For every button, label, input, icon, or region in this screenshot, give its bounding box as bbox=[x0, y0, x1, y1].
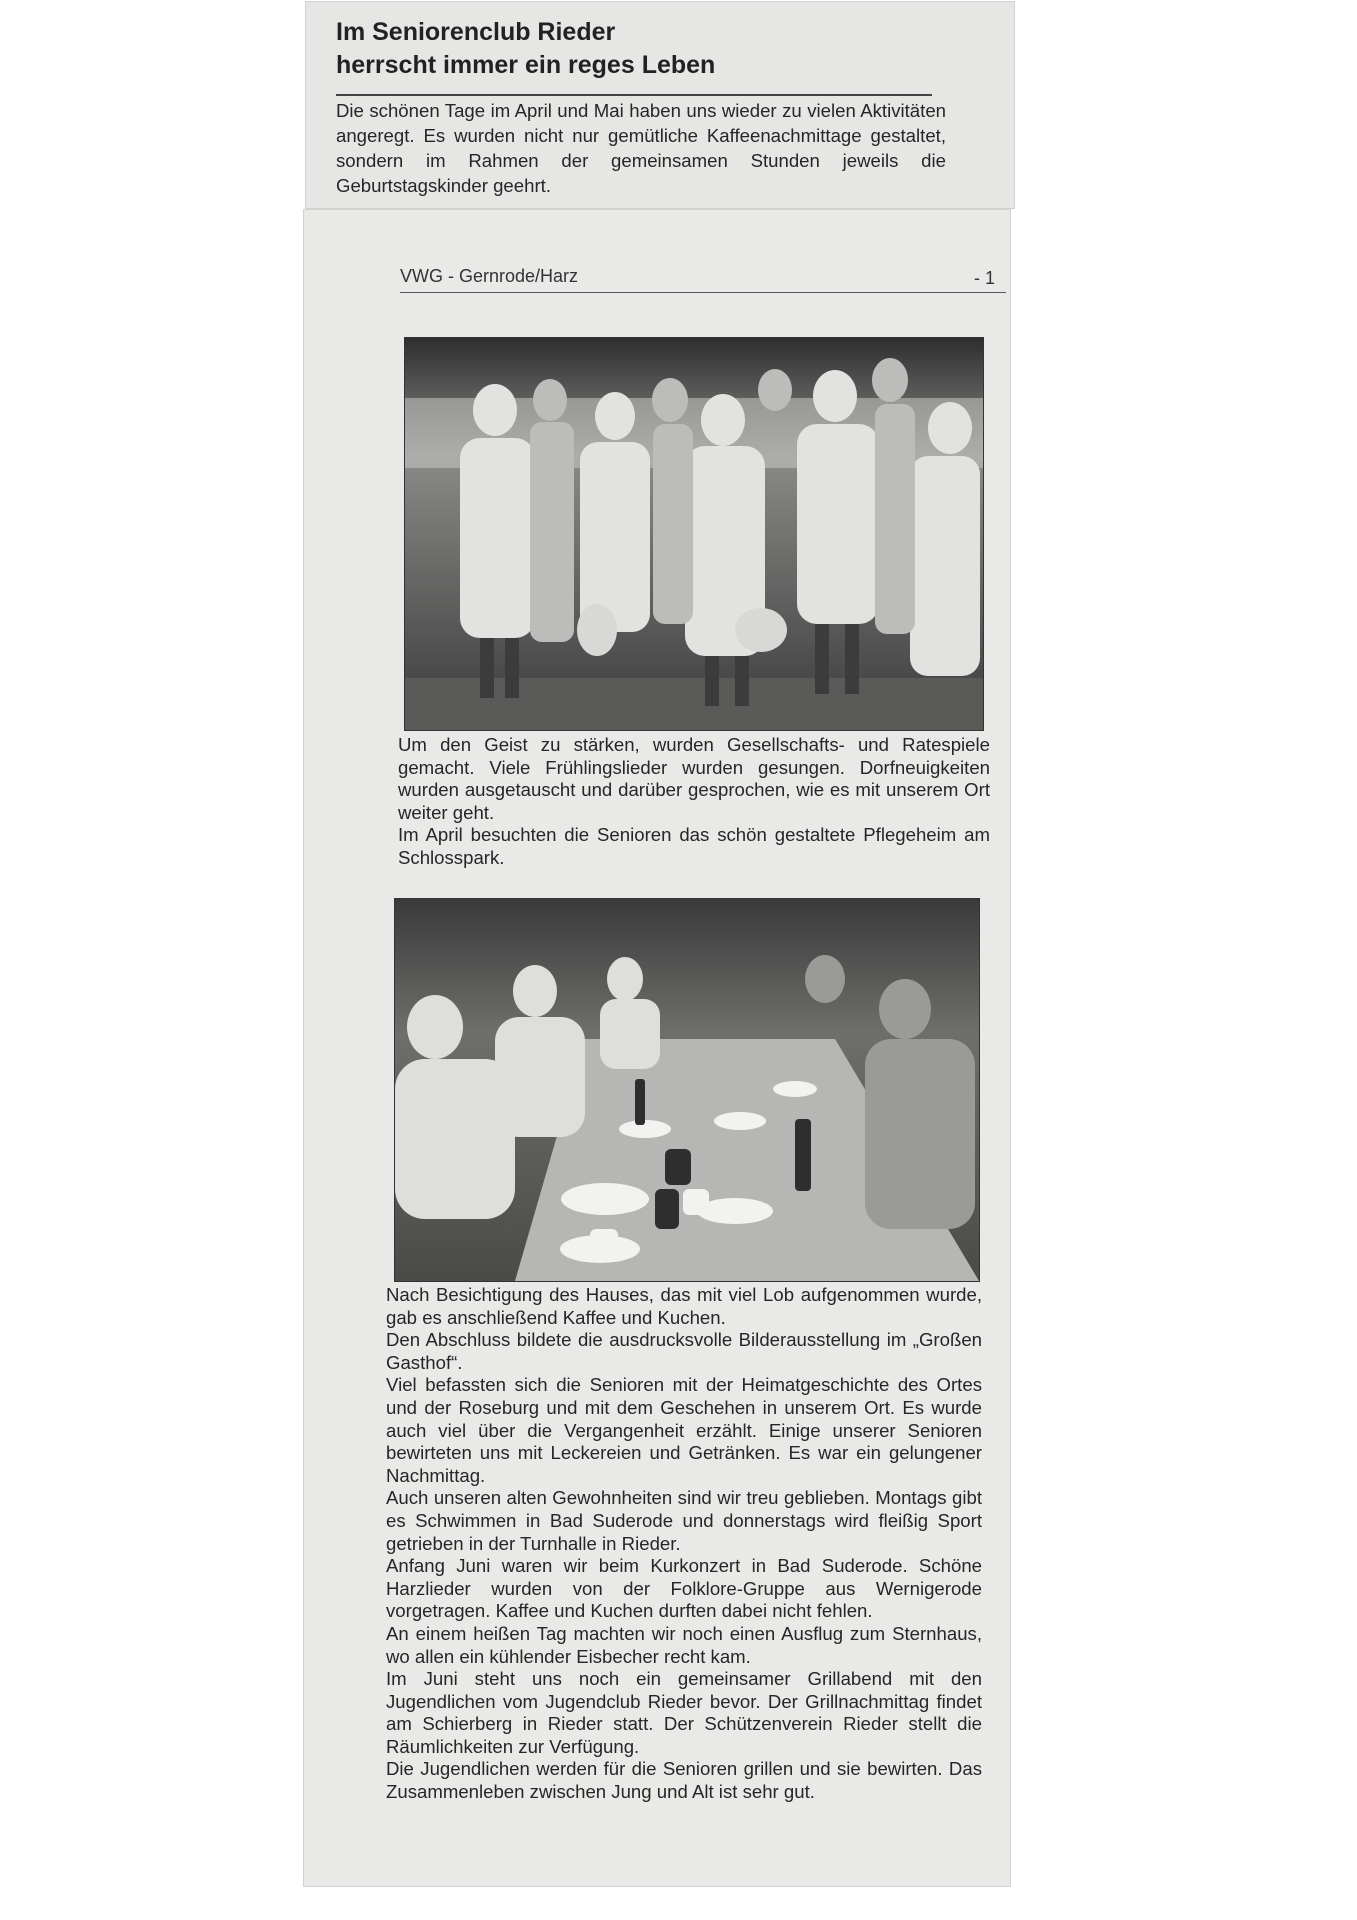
paragraph: An einem heißen Tag machten wir noch einen Ausflug zum Sternhaus, wo allen ein kühlender Eisbecher recht kam. bbox=[386, 1622, 982, 1667]
paragraph: Im April besuchten die Senioren das schön gestaltete Pflegeheim am Schlosspark. bbox=[398, 824, 990, 868]
coffee-table-photo-image bbox=[395, 899, 979, 1281]
group-photo bbox=[404, 337, 984, 731]
header-rule bbox=[400, 292, 1006, 293]
paragraph: Nach Besichtigung des Hauses, das mit viel Lob aufgenommen wurde, gab es anschließend Kaffee und Kuchen. bbox=[386, 1284, 982, 1328]
paragraph: Den Abschluss bildete die ausdrucksvolle Bilderausstellung im „Großen Gasthof“. bbox=[386, 1329, 982, 1373]
paragraph: Viel befassten sich die Senioren mit der Heimatgeschichte des Ortes und der Roseburg und mit dem Geschehen in unserem Ort. Es wurde auch viel über die Vergangenheit erzählt. Einige unserer Senioren bewirteten uns mit Leckereien und Getränken. Es war ein gelungener Nachmittag. bbox=[386, 1374, 982, 1486]
publication-header: VWG - Gernrode/Harz bbox=[400, 266, 579, 286]
headline-line-1: Im Seniorenclub Rieder bbox=[336, 18, 616, 46]
headline-rule bbox=[336, 94, 932, 96]
top-clipping bbox=[306, 2, 1014, 208]
headline-line-2: herrscht immer ein reges Leben bbox=[336, 51, 716, 79]
paragraph: Um den Geist zu stärken, wurden Gesellschafts- und Ratespiele gemacht. Viele Frühlingslieder wurden gesungen. Dorfneuigkeiten wurden ausgetauscht und darüber gesprochen, wie es mit unserem Ort weiter geht. bbox=[398, 734, 990, 823]
paragraph: Auch unseren alten Gewohnheiten sind wir treu geblieben. Montags gibt es Schwimmen in Bad Suderode und donnerstags wird fleißig Sport getrieben in der Turnhalle in Rieder. bbox=[386, 1487, 982, 1554]
article-intro: Die schönen Tage im April und Mai haben uns wieder zu vielen Aktivitäten angeregt. Es wurden nicht nur gemütliche Kaffeenachmittage gestaltet, sondern im Rahmen der gemeinsamen Stunden jeweils die Geburtstagskinder geehrt. bbox=[336, 100, 946, 196]
paragraph: Im Juni steht uns noch ein gemeinsamer Grillabend mit den Jugendlichen vom Jugendclub Rieder bevor. Der Grillnachmittag findet am Schierberg in Rieder statt. Der Schützenverein Rieder stellt die Räumlichkeiten zur Verfügung. bbox=[386, 1668, 982, 1757]
paragraph: Anfang Juni waren wir beim Kurkonzert in Bad Suderode. Schöne Harzlieder wurden von der Folklore-Gruppe aus Wernigerode vorgetragen. Kaffee und Kuchen durften dabei nicht fehlen. bbox=[386, 1555, 982, 1622]
coffee-table-photo bbox=[394, 898, 980, 1282]
text-block-2 bbox=[386, 1284, 982, 1804]
text-block-1 bbox=[398, 734, 990, 870]
article-headline bbox=[336, 16, 936, 82]
page-number: - 1 bbox=[974, 268, 996, 288]
paragraph: Die Jugendlichen werden für die Senioren grillen und sie bewirten. Das Zusammenleben zwischen Jung und Alt ist sehr gut. bbox=[386, 1758, 982, 1803]
main-clipping bbox=[304, 210, 1010, 1886]
group-photo-image bbox=[405, 338, 983, 730]
